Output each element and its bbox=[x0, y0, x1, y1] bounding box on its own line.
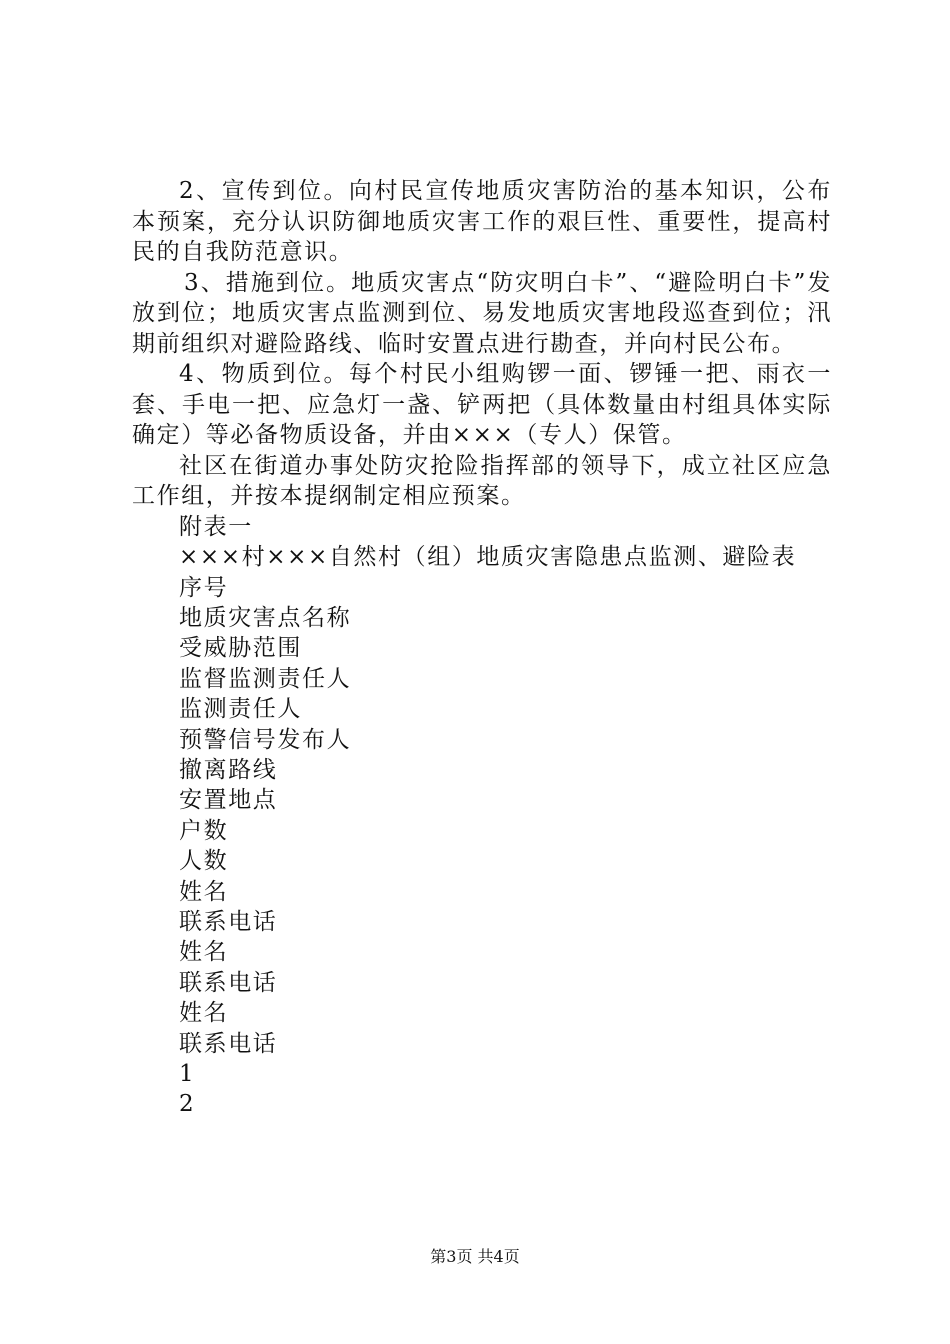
list-item: 序号 bbox=[179, 574, 229, 601]
page-footer: 第3页 共4页 bbox=[430, 1247, 520, 1266]
list-item: 监督监测责任人 bbox=[179, 665, 352, 692]
paragraph-community: 社区在街道办事处防灾抢险指挥部的领导下，成立社区应急工作组，并按本提纲制定相应预案。 bbox=[132, 452, 832, 509]
appendix-label: 附表一 bbox=[179, 513, 253, 540]
list-item: 姓名 bbox=[179, 1000, 229, 1027]
list-item: 撤离路线 bbox=[179, 756, 278, 783]
list-item: 姓名 bbox=[179, 878, 229, 905]
list-item: 2 bbox=[179, 1091, 196, 1118]
paragraph-publicity: 2、宣传到位。向村民宣传地质灾害防治的基本知识，公布本预案，充分认识防御地质灾害工作的艰巨性、重要性，提高村民的自我防范意识。 bbox=[132, 178, 832, 265]
list-item: 安置地点 bbox=[179, 787, 278, 814]
table-title: ×××村×××自然村（组）地质灾害隐患点监测、避险表 bbox=[179, 544, 797, 570]
list-item: 人数 bbox=[179, 848, 229, 875]
list-item: 预警信号发布人 bbox=[179, 726, 352, 753]
list-item: 户数 bbox=[179, 817, 229, 844]
list-item: 联系电话 bbox=[179, 908, 278, 935]
paragraph-measures: 3、措施到位。地质灾害点“防灾明白卡”、“避险明白卡”发放到位；地质灾害点监测到位、易发地质灾害地段巡查到位；汛期前组织对避险路线、临时安置点进行勘查，并向村民公布。 bbox=[132, 269, 832, 357]
list-item: 受威胁范围 bbox=[179, 635, 302, 662]
list-item: 联系电话 bbox=[179, 969, 278, 996]
list-item: 姓名 bbox=[179, 939, 229, 966]
document-body bbox=[132, 176, 832, 1120]
list-item: 地质灾害点名称 bbox=[179, 604, 352, 631]
list-item: 联系电话 bbox=[179, 1030, 278, 1057]
list-item: 监测责任人 bbox=[179, 696, 302, 723]
table-items-list bbox=[132, 573, 832, 1120]
list-item: 1 bbox=[179, 1061, 196, 1087]
paragraph-materials: 4、物质到位。每个村民小组购锣一面、锣锤一把、雨衣一套、手电一把、应急灯一盏、铲两把（具体数量由村组具体实际确定）等必备物质设备，并由×××（专人）保管。 bbox=[132, 361, 832, 448]
